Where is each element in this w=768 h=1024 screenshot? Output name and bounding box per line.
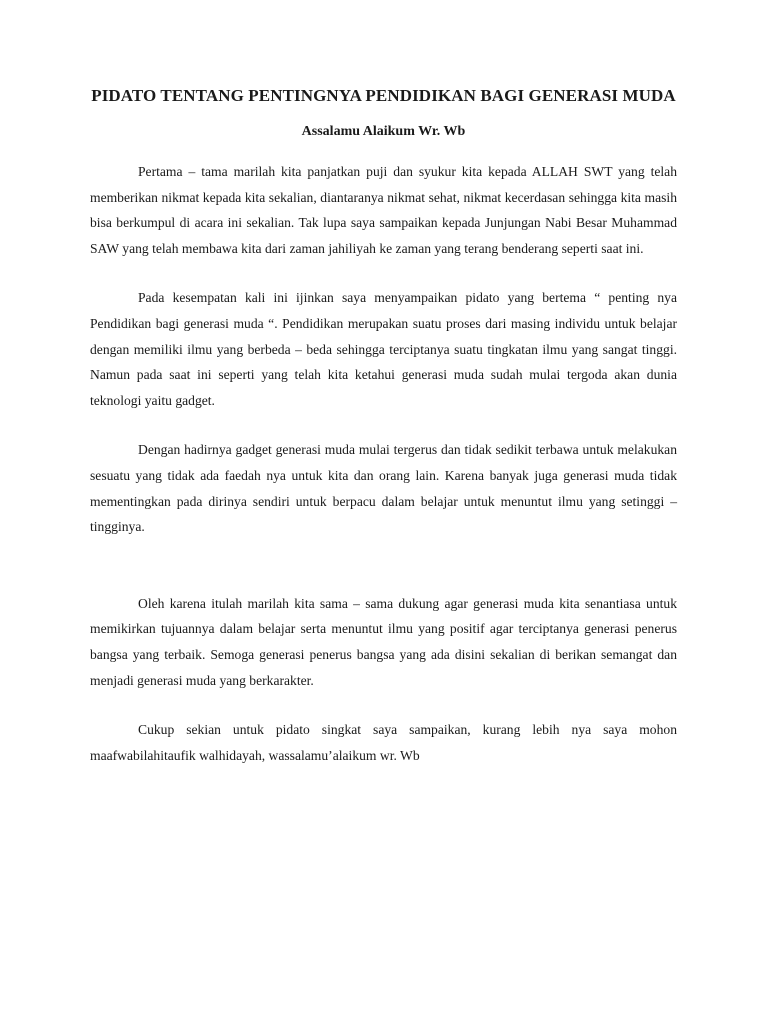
greeting: Assalamu Alaikum Wr. Wb	[301, 124, 466, 139]
paragraph-closing: Cukup sekian untuk pidato singkat saya sampaikan, kurang lebih nya saya mohon maafwabilahitaufik walhidayah, wassalamu’alaikum wr. Wb	[90, 722, 677, 763]
paragraph-support: Oleh karena itulah marilah kita sama – sama dukung agar generasi muda kita senantiasa untuk memikirkan tujuannya dalam belajar serta menuntut ilmu yang positif agar terciptanya generasi penerus bangsa yang terbaik. Semoga generasi penerus bangsa yang ada disini sekalian di berikan semangat dan menjadi generasi muda yang berkarakter.	[90, 595, 677, 688]
document-title: PIDATO TENTANG PENTINGNYA PENDIDIKAN BAGI GENERASI MUDA	[91, 86, 676, 105]
document-page	[90, 85, 677, 768]
paragraph-gadget: Dengan hadirnya gadget generasi muda mulai tergerus dan tidak sedikit terbawa untuk melakukan sesuatu yang tidak ada faedah nya untuk kita dan orang lain. Karena banyak juga generasi muda tidak mementingkan pada dirinya sendiri untuk berpacu dalam belajar untuk menuntut ilmu yang setinggi – tingginya.	[90, 442, 677, 535]
paragraph-opening: Pertama – tama marilah kita panjatkan puji dan syukur kita kepada ALLAH SWT yang telah memberikan nikmat kepada kita sekalian, diantaranya nikmat sehat, nikmat kecerdasan sehingga kita masih bisa berkumpul di acara ini sekalian. Tak lupa saya sampaikan kepada Junjungan Nabi Besar Muhammad SAW yang telah membawa kita dari zaman jahiliyah ke zaman yang terang benderang seperti saat ini.	[90, 164, 677, 256]
paragraph-theme: Pada kesempatan kali ini ijinkan saya menyampaikan pidato yang bertema “ penting nya Pendidikan bagi generasi muda “. Pendidikan merupakan suatu proses dari masing individu untuk belajar dengan memiliki ilmu yang berbeda – beda sehingga terciptanya suatu tingkatan ilmu yang sangat tinggi. Namun pada saat ini seperti yang telah kita ketahui generasi muda sudah mulai tergoda akan dunia teknologi yaitu gadget.	[90, 290, 677, 408]
